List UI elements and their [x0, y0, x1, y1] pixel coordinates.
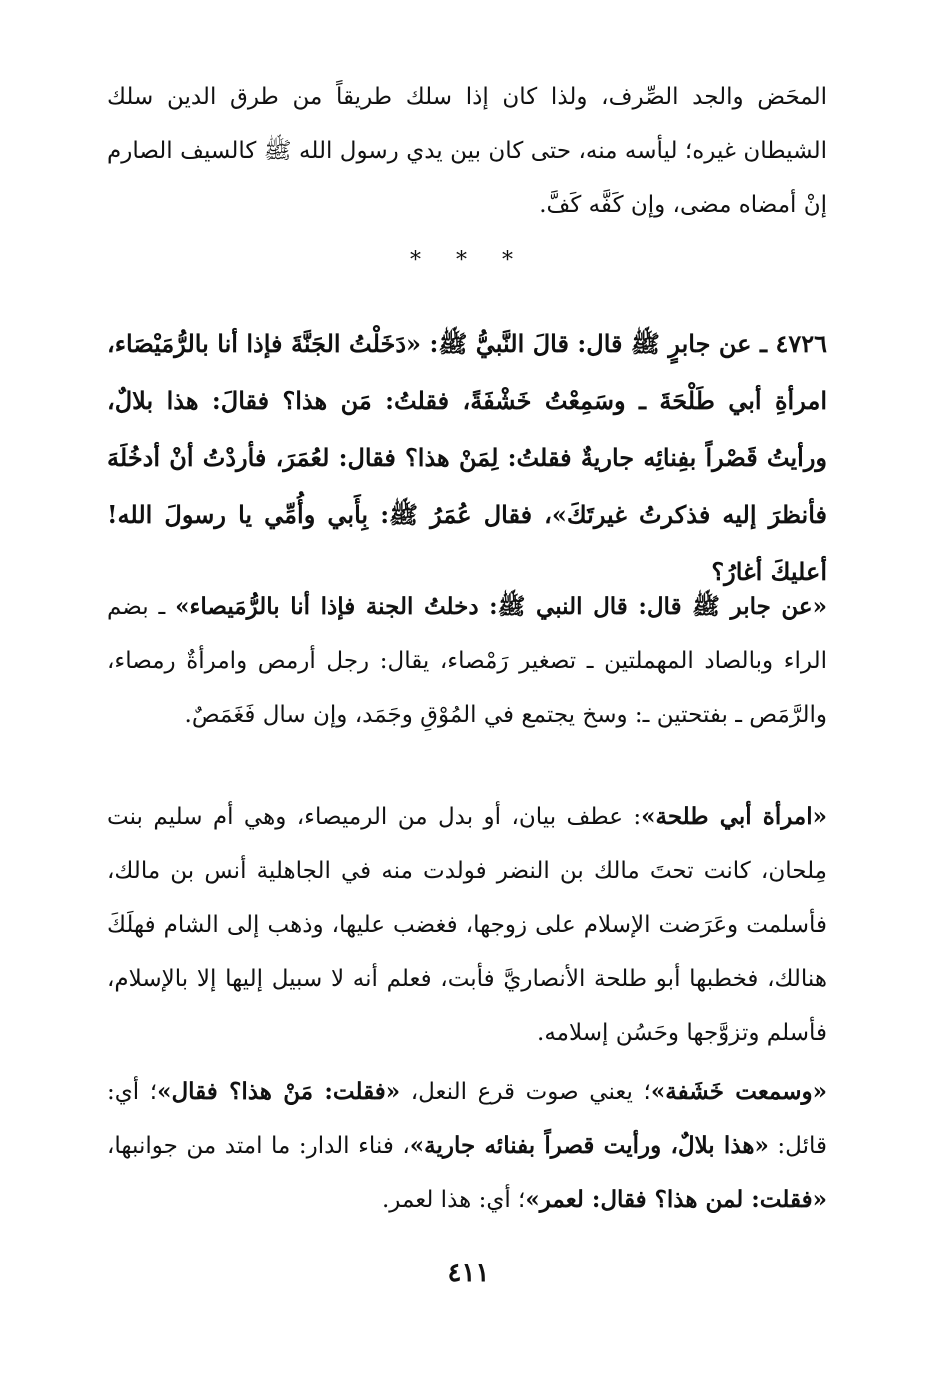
intro-paragraph: المحَض والجد الصِّرف، ولذا كان إذا سلك طريقاً من طرق الدين سلك الشيطان غيره؛ ليأسه منه، حتى كان بين يدي رسول الله ﷺ كالسيف الصارم إنْ أمضاه مضى، وإن كَفَّه كَفَّ.	[107, 84, 827, 218]
commentary-3-lead-4: «فقلت: لمن هذا؟ فقال: لعمر»	[525, 1186, 827, 1213]
commentary-3-lead-1: «وسمعت خَشَفة»	[650, 1078, 827, 1105]
page-number: ٤١١	[447, 1258, 490, 1288]
hadith-text: ٤٧٢٦ ـ عن جابرٍ ﷺ قال: قالَ النَّبيُّ ﷺ: «دَخَلْتُ الجَنَّةَ فإذا أنا بالرُّمَيْصَاء، امرأةِ أبي طَلْحَةَ ـ وسَمِعْتُ خَشْفَةً، فقلتُ: مَن هذا؟ فقالَ: هذا بلالٌ، ورأيتُ قَصْراً بفِنائِه جاريةٌ فقلتُ: لِمَنْ هذا؟ فقال: لعُمَرَ، فأردْتُ أنْ أدخُلَهَ فأنظرَ إليه فذكرتُ غيرتَكَ»، فقال عُمَرُ ﷺ: بِأَبي وأُمِّي يا رسولَ الله! أعليكَ أغارُ؟	[107, 329, 828, 586]
commentary-1	[107, 580, 827, 742]
commentary-2	[107, 790, 827, 1060]
commentary-2-text	[107, 790, 827, 1060]
commentary-3-text	[107, 1065, 827, 1227]
commentary-2-lead: «امرأة أبي طلحة»	[641, 803, 827, 830]
commentary-3-mid-4: ؛ أي: هذا لعمر.	[381, 1187, 526, 1213]
commentary-3-mid-3: ، فناء الدار: ما امتد من جوانبها،	[107, 1133, 410, 1159]
commentary-2-body: : عطف بيان، أو بدل من الرميصاء، وهي أم سليم بنت مِلحان، كانت تحتَ مالك بن النضر فولدت منه في الجاهلية أنس بن مالك، فأسلمت وعَرَضت الإسلام على زوجها، فغضب عليها، وذهب إلى الشام فهلَكَ هنالك، فخطبها أبو طلحة الأنصاريَّ فأبت، فعلم أنه لا سبيل إليها إلا بالإسلام، فأسلم وتزوَّجها وحَسُن إسلامه.	[107, 804, 827, 1046]
commentary-3-lead-2: «فقلت: مَنْ هذا؟ فقال»	[157, 1078, 401, 1105]
commentary-3-lead-3: «هذا بلالٌ، ورأيت قصراً بفنائه جارية»	[409, 1132, 769, 1159]
commentary-3	[107, 1065, 827, 1227]
commentary-1-text	[107, 580, 827, 742]
intro-paragraph-block	[107, 70, 827, 232]
commentary-1-body: ـ بضم الراء وبالصاد المهملتين ـ تصغير رَمْصاء، يقال: رجل أرمص وامرأةٌ رمصاء، والرَّمَص ـ بفتحتين ـ: وسخ يجتمع في المُوْقِ وجَمَد، وإن سال فَغَمَصٌ.	[107, 594, 827, 728]
commentary-1-lead: «عن جابر ﷺ قال: قال النبي ﷺ: دخلتُ الجنة فإذا أنا بالرُّمَيصاء»	[175, 593, 828, 620]
commentary-3-mid-2: ؛ أي: قائل:	[107, 1079, 828, 1159]
hadith-block	[107, 315, 827, 600]
commentary-3-mid-1: ؛ يعني صوت قرع النعل،	[400, 1079, 651, 1105]
section-separator: * * *	[410, 248, 527, 273]
